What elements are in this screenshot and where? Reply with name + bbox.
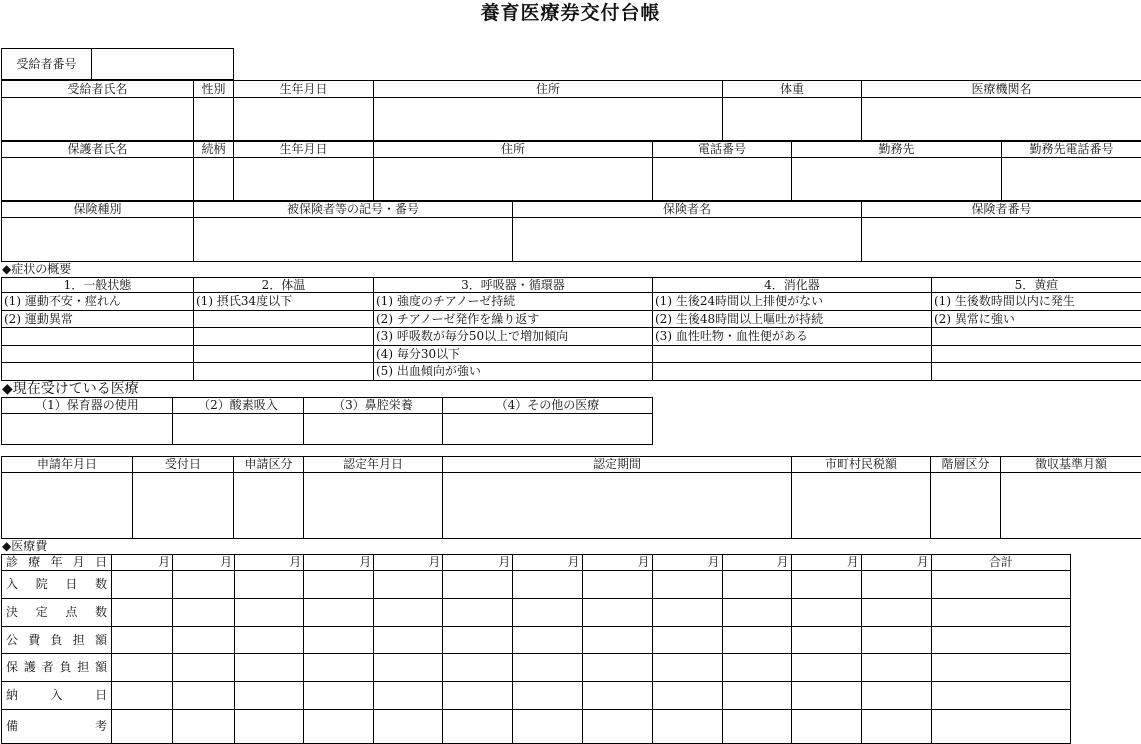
symptom-cell <box>653 345 932 363</box>
header-birthdate: 生年月日 <box>234 81 374 98</box>
medical-value-cell[interactable] <box>722 571 791 599</box>
medical-value-cell[interactable] <box>652 682 722 710</box>
header-municipal-tax: 市町村民税額 <box>792 457 931 473</box>
symptom-cell <box>2 345 194 363</box>
medical-value-cell[interactable] <box>513 599 582 627</box>
medical-value-cell[interactable] <box>652 654 722 682</box>
address-field[interactable] <box>374 98 723 142</box>
medical-value-cell[interactable] <box>173 710 235 744</box>
medical-row-label: 診療年月日 <box>2 555 112 571</box>
application-date-field[interactable] <box>2 473 133 539</box>
recipient-number-field[interactable] <box>92 49 234 80</box>
guardian-address-field[interactable] <box>374 158 653 202</box>
total-value-cell[interactable] <box>931 599 1070 627</box>
medical-value-cell[interactable] <box>513 654 582 682</box>
medical-row-label: 納入日 <box>2 682 112 710</box>
symptom-cell: (2) 生後48時間以上嘔吐が持続 <box>653 310 932 328</box>
medical-value-cell[interactable] <box>513 710 582 744</box>
reception-date-field[interactable] <box>133 473 234 539</box>
symptom-cell <box>932 328 1141 346</box>
symptom-cell: (2) 異常に強い <box>932 310 1141 328</box>
insured-number-field[interactable] <box>194 218 513 262</box>
header-insured-number: 被保険者等の記号・番号 <box>194 201 513 218</box>
other-care-field[interactable] <box>443 414 653 445</box>
symptom-cell: (1) 強度のチアノーゼ持続 <box>374 293 653 311</box>
month-header: 月 <box>112 555 173 571</box>
header-application-date: 申請年月日 <box>2 457 133 473</box>
symptom-cell <box>194 345 374 363</box>
care-header-other: （4）その他の医療 <box>443 398 653 414</box>
medical-value-cell[interactable] <box>791 654 861 682</box>
workplace-field[interactable] <box>792 158 1002 202</box>
month-header: 月 <box>374 555 443 571</box>
page-title: 養育医療券交付台帳 <box>480 2 661 24</box>
header-tier: 階層区分 <box>931 457 1001 473</box>
month-header: 月 <box>791 555 861 571</box>
approval-period-field[interactable] <box>443 473 792 539</box>
medical-institution-field[interactable] <box>862 98 1141 142</box>
medical-row-label: 決定点数 <box>2 599 112 627</box>
recipient-name-field[interactable] <box>2 98 194 142</box>
medical-value-cell[interactable] <box>652 571 722 599</box>
medical-value-cell[interactable] <box>374 682 443 710</box>
medical-value-cell[interactable] <box>513 571 582 599</box>
header-approval-period: 認定期間 <box>443 457 792 473</box>
oxygen-field[interactable] <box>173 414 304 445</box>
medical-value-cell[interactable] <box>235 627 304 654</box>
medical-value-cell[interactable] <box>443 682 513 710</box>
medical-value-cell[interactable] <box>861 682 931 710</box>
symptoms-table <box>1 277 1141 381</box>
header-insurance-type: 保険種別 <box>2 201 194 218</box>
medical-value-cell[interactable] <box>791 682 861 710</box>
month-header: 月 <box>173 555 235 571</box>
medical-row-label: 備考 <box>2 710 112 744</box>
medical-value-cell[interactable] <box>861 627 931 654</box>
medical-value-cell[interactable] <box>235 654 304 682</box>
medical-value-cell[interactable] <box>791 627 861 654</box>
header-workplace: 勤務先 <box>792 141 1002 158</box>
medical-value-cell[interactable] <box>582 599 652 627</box>
guardian-birthdate-field[interactable] <box>234 158 374 202</box>
medical-value-cell[interactable] <box>235 710 304 744</box>
medical-row-label: 公費負担額 <box>2 627 112 654</box>
symptom-cell: (2) チアノーゼ発作を繰り返す <box>374 310 653 328</box>
current-care-table <box>1 397 653 445</box>
total-value-cell[interactable] <box>931 710 1070 744</box>
total-value-cell[interactable] <box>931 571 1070 599</box>
phone-field[interactable] <box>653 158 792 202</box>
month-header: 月 <box>235 555 304 571</box>
header-weight: 体重 <box>723 81 862 98</box>
medical-value-cell[interactable] <box>304 682 374 710</box>
symptom-cell <box>932 363 1141 381</box>
header-workplace-phone: 勤務先電話番号 <box>1002 141 1141 158</box>
medical-value-cell[interactable] <box>374 571 443 599</box>
recipient-number-label: 受給者番号 <box>2 49 92 80</box>
medical-value-cell[interactable] <box>443 599 513 627</box>
current-care-heading: ◆現在受けている医療 <box>2 381 139 397</box>
birthdate-field[interactable] <box>234 98 374 142</box>
total-value-cell[interactable] <box>931 654 1070 682</box>
medical-value-cell[interactable] <box>112 682 173 710</box>
medical-value-cell[interactable] <box>173 654 235 682</box>
symptoms-heading: ◆症状の概要 <box>2 262 72 276</box>
medical-value-cell[interactable] <box>652 599 722 627</box>
medical-value-cell[interactable] <box>112 627 173 654</box>
medical-value-cell[interactable] <box>304 571 374 599</box>
medical-value-cell[interactable] <box>173 599 235 627</box>
symptom-header-jaundice: 5．黄疸 <box>932 278 1141 293</box>
medical-value-cell[interactable] <box>722 599 791 627</box>
medical-value-cell[interactable] <box>173 627 235 654</box>
medical-value-cell[interactable] <box>374 599 443 627</box>
medical-value-cell[interactable] <box>304 627 374 654</box>
medical-value-cell[interactable] <box>513 627 582 654</box>
medical-expense-heading: ◆医療費 <box>2 539 48 553</box>
symptom-header-respiratory: 3．呼吸器・循環器 <box>374 278 653 293</box>
medical-value-cell[interactable] <box>173 571 235 599</box>
month-header: 月 <box>513 555 582 571</box>
medical-value-cell[interactable] <box>112 710 173 744</box>
header-application-type: 申請区分 <box>234 457 304 473</box>
symptom-cell: (1) 摂氏34度以下 <box>194 293 374 311</box>
workplace-phone-field[interactable] <box>1002 158 1141 202</box>
insurer-number-field[interactable] <box>862 218 1141 262</box>
medical-value-cell[interactable] <box>304 710 374 744</box>
header-insurer-number: 保険者番号 <box>862 201 1141 218</box>
application-table <box>1 456 1141 539</box>
monthly-charge-field[interactable] <box>1001 473 1141 539</box>
header-address: 住所 <box>374 81 723 98</box>
header-recipient-name: 受給者氏名 <box>2 81 194 98</box>
medical-value-cell[interactable] <box>722 682 791 710</box>
relationship-field[interactable] <box>194 158 234 202</box>
month-header: 月 <box>443 555 513 571</box>
symptom-cell <box>2 363 194 381</box>
medical-value-cell[interactable] <box>235 682 304 710</box>
medical-value-cell[interactable] <box>374 710 443 744</box>
header-medical-institution: 医療機関名 <box>862 81 1141 98</box>
symptom-cell <box>2 328 194 346</box>
medical-value-cell[interactable] <box>374 654 443 682</box>
medical-row-label: 保護者負担額 <box>2 654 112 682</box>
medical-expense-table <box>1 554 1071 744</box>
medical-value-cell[interactable] <box>861 654 931 682</box>
total-value-cell[interactable] <box>931 682 1070 710</box>
medical-value-cell[interactable] <box>861 571 931 599</box>
symptom-cell <box>194 328 374 346</box>
symptom-cell <box>653 363 932 381</box>
insurance-info-table <box>1 200 1141 262</box>
header-phone: 電話番号 <box>653 141 792 158</box>
symptom-cell: (3) 血性吐物・血性便がある <box>653 328 932 346</box>
medical-value-cell[interactable] <box>582 627 652 654</box>
sex-field[interactable] <box>194 98 234 142</box>
medical-value-cell[interactable] <box>791 599 861 627</box>
symptom-cell: (3) 呼吸数が毎分50以上で増加傾向 <box>374 328 653 346</box>
care-header-incubator: （1）保育器の使用 <box>2 398 173 414</box>
symptom-header-digestive: 4．消化器 <box>653 278 932 293</box>
symptom-cell: (1) 生後24時間以上排便がない <box>653 293 932 311</box>
header-insurer-name: 保険者名 <box>513 201 862 218</box>
month-header: 月 <box>582 555 652 571</box>
symptom-cell: (1) 生後数時間以内に発生 <box>932 293 1141 311</box>
symptom-cell: (4) 毎分30以下 <box>374 345 653 363</box>
medical-value-cell[interactable] <box>112 654 173 682</box>
medical-value-cell[interactable] <box>304 654 374 682</box>
total-header: 合計 <box>931 555 1070 571</box>
tier-field[interactable] <box>931 473 1001 539</box>
symptom-cell: (1) 運動不安・痙れん <box>2 293 194 311</box>
medical-value-cell[interactable] <box>112 571 173 599</box>
medical-value-cell[interactable] <box>791 710 861 744</box>
medical-value-cell[interactable] <box>112 599 173 627</box>
medical-value-cell[interactable] <box>791 571 861 599</box>
medical-value-cell[interactable] <box>173 682 235 710</box>
nasal-feeding-field[interactable] <box>304 414 443 445</box>
header-guardian-address: 住所 <box>374 141 653 158</box>
medical-value-cell[interactable] <box>582 682 652 710</box>
symptom-header-general: 1．一般状態 <box>2 278 194 293</box>
medical-value-cell[interactable] <box>443 627 513 654</box>
header-relationship: 続柄 <box>194 141 234 158</box>
symptom-cell <box>932 345 1141 363</box>
total-value-cell[interactable] <box>931 627 1070 654</box>
month-header: 月 <box>722 555 791 571</box>
guardian-info-table <box>1 140 1141 202</box>
symptom-cell: (2) 運動異常 <box>2 310 194 328</box>
header-approval-date: 認定年月日 <box>304 457 443 473</box>
symptom-cell: (5) 出血傾向が強い <box>374 363 653 381</box>
guardian-name-field[interactable] <box>2 158 194 202</box>
recipient-info-table <box>1 80 1141 142</box>
month-header: 月 <box>304 555 374 571</box>
medical-value-cell[interactable] <box>652 627 722 654</box>
insurer-name-field[interactable] <box>513 218 862 262</box>
symptom-cell <box>194 310 374 328</box>
care-header-nasal-feeding: （3）鼻腔栄養 <box>304 398 443 414</box>
month-header: 月 <box>652 555 722 571</box>
medical-value-cell[interactable] <box>235 599 304 627</box>
medical-value-cell[interactable] <box>374 627 443 654</box>
header-sex: 性別 <box>194 81 234 98</box>
medical-value-cell[interactable] <box>582 571 652 599</box>
medical-value-cell[interactable] <box>304 599 374 627</box>
medical-value-cell[interactable] <box>582 654 652 682</box>
medical-value-cell[interactable] <box>443 710 513 744</box>
medical-value-cell[interactable] <box>582 710 652 744</box>
medical-value-cell[interactable] <box>722 710 791 744</box>
medical-value-cell[interactable] <box>235 571 304 599</box>
municipal-tax-field[interactable] <box>792 473 931 539</box>
incubator-field[interactable] <box>2 414 173 445</box>
symptom-cell <box>194 363 374 381</box>
header-guardian-birthdate: 生年月日 <box>234 141 374 158</box>
symptom-header-temperature: 2．体温 <box>194 278 374 293</box>
header-monthly-charge: 徴収基準月額 <box>1001 457 1141 473</box>
care-header-oxygen: （2）酸素吸入 <box>173 398 304 414</box>
insurance-type-field[interactable] <box>2 218 194 262</box>
medical-value-cell[interactable] <box>443 571 513 599</box>
month-header: 月 <box>861 555 931 571</box>
medical-value-cell[interactable] <box>722 654 791 682</box>
weight-field[interactable] <box>723 98 862 142</box>
medical-value-cell[interactable] <box>722 627 791 654</box>
medical-value-cell[interactable] <box>513 682 582 710</box>
recipient-number-table <box>1 48 234 80</box>
medical-value-cell[interactable] <box>652 710 722 744</box>
medical-value-cell[interactable] <box>443 654 513 682</box>
medical-value-cell[interactable] <box>861 599 931 627</box>
application-type-field[interactable] <box>234 473 304 539</box>
header-guardian-name: 保護者氏名 <box>2 141 194 158</box>
approval-date-field[interactable] <box>304 473 443 539</box>
medical-value-cell[interactable] <box>861 710 931 744</box>
header-reception-date: 受付日 <box>133 457 234 473</box>
medical-row-label: 入院日数 <box>2 571 112 599</box>
